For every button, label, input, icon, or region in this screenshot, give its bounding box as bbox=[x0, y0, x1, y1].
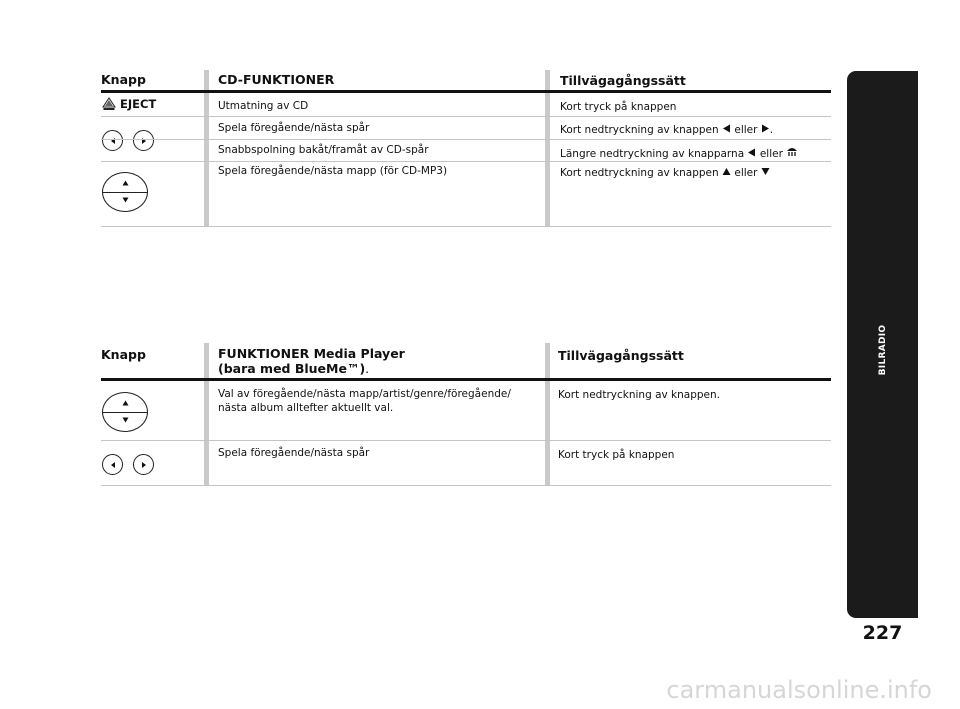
triangle-right-icon bbox=[140, 137, 148, 145]
triangle-left-icon bbox=[109, 137, 117, 145]
next-button[interactable] bbox=[133, 454, 154, 475]
triangle-down-icon bbox=[761, 167, 770, 176]
triangle-left-icon bbox=[747, 148, 756, 157]
prev-button[interactable] bbox=[102, 454, 123, 475]
triangle-up-icon bbox=[122, 400, 129, 406]
row-rule bbox=[101, 161, 831, 162]
next-button[interactable] bbox=[133, 130, 154, 151]
column-divider bbox=[545, 70, 550, 227]
watermark: carmanualsonline.info bbox=[666, 676, 932, 704]
section-label: BILRADIO bbox=[877, 324, 888, 376]
triangle-right-icon bbox=[761, 124, 770, 133]
row4-method: Kort nedtryckning av knappen eller bbox=[560, 166, 770, 180]
header-knapp: Knapp bbox=[101, 347, 146, 362]
eject-icon bbox=[102, 97, 116, 111]
header-rule bbox=[101, 378, 831, 381]
mp-row2-method: Kort tryck på knappen bbox=[558, 449, 675, 461]
row2-function: Spela föregående/nästa spår bbox=[218, 122, 370, 134]
triangle-left-icon bbox=[722, 124, 731, 133]
triangle-up-icon bbox=[122, 180, 129, 186]
prev-next-buttons bbox=[102, 454, 154, 475]
row1-function: Utmatning av CD bbox=[218, 100, 309, 112]
header-functions: FUNKTIONER Media Player (bara med BlueMe™). bbox=[218, 346, 405, 376]
row2-method: Kort nedtryckning av knappen eller . bbox=[560, 124, 774, 136]
prev-button[interactable] bbox=[102, 130, 123, 151]
column-divider bbox=[204, 343, 209, 486]
seek-forward-icon bbox=[786, 146, 798, 157]
prev-next-buttons bbox=[102, 130, 154, 151]
header-method: Tillvägagångssätt bbox=[560, 73, 686, 88]
media-player-table bbox=[101, 340, 831, 488]
page-number: 227 bbox=[862, 622, 903, 644]
triangle-down-icon bbox=[122, 197, 129, 203]
eject-button[interactable] bbox=[102, 97, 156, 111]
row4-function: Spela föregående/nästa mapp (för CD-MP3) bbox=[218, 165, 448, 177]
mp-row1-function: Val av föregående/nästa mapp/artist/genre/föregående/ nästa album alltefter aktuellt val. bbox=[218, 388, 511, 414]
triangle-right-icon bbox=[140, 461, 148, 469]
row1-method: Kort tryck på knappen bbox=[560, 101, 677, 113]
header-functions: CD-FUNKTIONER bbox=[218, 72, 335, 87]
row3-method: Längre nedtryckning av knapparna eller bbox=[560, 146, 798, 161]
row-rule bbox=[101, 116, 831, 117]
mp-row1-method: Kort nedtryckning av knappen. bbox=[558, 389, 721, 401]
header-method: Tillvägagångssätt bbox=[558, 348, 684, 363]
table-bottom-rule bbox=[101, 485, 831, 486]
column-divider bbox=[204, 70, 209, 227]
row3-function: Snabbspolning bakåt/framåt av CD-spår bbox=[218, 144, 429, 156]
column-divider bbox=[545, 343, 550, 486]
table-bottom-rule bbox=[101, 226, 831, 227]
header-rule bbox=[101, 90, 831, 93]
triangle-down-icon bbox=[122, 417, 129, 423]
triangle-up-icon bbox=[722, 167, 731, 176]
up-down-button[interactable] bbox=[102, 172, 148, 212]
triangle-left-icon bbox=[109, 461, 117, 469]
row-rule bbox=[101, 139, 831, 140]
eject-label: EJECT bbox=[120, 97, 157, 111]
header-knapp: Knapp bbox=[101, 72, 146, 87]
up-down-button[interactable] bbox=[102, 392, 148, 432]
mp-row2-function: Spela föregående/nästa spår bbox=[218, 447, 370, 459]
row-rule bbox=[101, 440, 831, 441]
cd-functions-table bbox=[101, 65, 831, 227]
